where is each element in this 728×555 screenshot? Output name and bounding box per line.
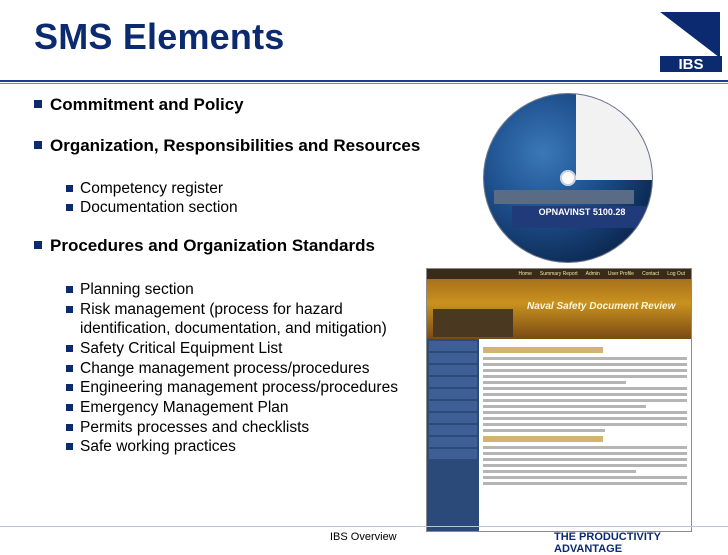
bullet-square-icon xyxy=(66,306,73,313)
opnavinst-disc-image xyxy=(484,94,652,262)
bullet-organization: Organization, Responsibilities and Resources xyxy=(34,136,420,156)
subbullet-documentation: Documentation section xyxy=(66,199,238,217)
text-line xyxy=(483,405,646,408)
text-line xyxy=(483,387,687,390)
sidebar-row xyxy=(429,413,477,423)
text-line xyxy=(483,369,687,372)
risk-management-continuation: identification, documentation, and mitigation) xyxy=(80,320,387,337)
text-line xyxy=(483,393,687,396)
subbullet-change-management: Change management process/procedures xyxy=(66,360,370,378)
footer-presentation-name: IBS Overview xyxy=(330,531,397,543)
subbullet-risk-management: Risk management (process for hazard xyxy=(66,301,343,319)
screenshot-main-content xyxy=(483,343,687,529)
sidebar-row xyxy=(429,377,477,387)
title-divider-thin xyxy=(0,83,728,84)
sidebar-row xyxy=(429,425,477,435)
logo-text: IBS xyxy=(678,56,704,73)
screenshot-sidebar xyxy=(427,339,479,531)
nav-admin: Admin xyxy=(585,271,600,277)
bullet-procedures: Procedures and Organization Standards xyxy=(34,236,375,256)
text-line xyxy=(483,452,687,455)
text-line xyxy=(483,399,687,402)
bullet-square-icon xyxy=(34,100,42,108)
sidebar-row xyxy=(429,449,477,459)
bullet-square-icon xyxy=(66,345,73,352)
title-divider xyxy=(0,80,728,82)
sidebar-row xyxy=(429,353,477,363)
nav-summary-report: Summary Report xyxy=(539,271,578,277)
subbullet-emergency-management: Emergency Management Plan xyxy=(66,399,289,417)
bullet-square-icon xyxy=(66,365,73,372)
text-line xyxy=(483,357,687,360)
text-line xyxy=(483,423,687,426)
sidebar-row xyxy=(429,437,477,447)
nav-user-profile: User Profile xyxy=(607,271,634,277)
text-line xyxy=(483,458,687,461)
sidebar-row xyxy=(429,365,477,375)
sidebar-row xyxy=(429,389,477,399)
bullet-square-icon xyxy=(34,241,42,249)
text-line xyxy=(483,470,636,473)
text-line xyxy=(483,464,687,467)
subbullet-engineering-management: Engineering management process/procedures xyxy=(66,379,398,397)
bullet-square-icon xyxy=(66,384,73,391)
text-line xyxy=(483,429,605,432)
sidebar-row xyxy=(429,341,477,351)
bullet-square-icon xyxy=(66,404,73,411)
text-line xyxy=(483,482,687,485)
subbullet-planning: Planning section xyxy=(66,281,194,299)
footer-tagline: THE PRODUCTIVITY ADVANTAGE xyxy=(554,531,661,555)
bullet-square-icon xyxy=(66,443,73,450)
disc-label: OPNAVINST 5100.28 xyxy=(512,206,652,228)
section-heading-bar xyxy=(483,436,603,442)
subbullet-safety-critical: Safety Critical Equipment List xyxy=(66,340,282,358)
slide-title: SMS Elements xyxy=(34,16,285,57)
disc-text-panel xyxy=(576,94,652,180)
bullet-square-icon xyxy=(66,204,73,211)
subbullet-permits: Permits processes and checklists xyxy=(66,419,309,437)
disc-center-hole xyxy=(560,170,576,186)
text-line xyxy=(483,417,687,420)
banner-ship-image xyxy=(433,309,513,337)
text-line xyxy=(483,375,687,378)
disc-ship-strip xyxy=(494,190,634,204)
text-line xyxy=(483,476,687,479)
bullet-commitment-policy: Commitment and Policy xyxy=(34,95,244,115)
bullet-square-icon xyxy=(66,185,73,192)
bullet-square-icon xyxy=(34,141,42,149)
nav-contact: Contact xyxy=(641,271,660,277)
banner-title: Naval Safety Document Review xyxy=(527,301,676,312)
text-line xyxy=(483,411,687,414)
subbullet-safe-working: Safe working practices xyxy=(66,438,236,456)
nav-home: Home xyxy=(518,271,532,277)
text-line xyxy=(483,381,626,384)
text-line xyxy=(483,446,687,449)
text-line xyxy=(483,363,687,366)
screenshot-banner xyxy=(427,279,691,339)
subbullet-competency: Competency register xyxy=(66,180,223,198)
bullet-square-icon xyxy=(66,424,73,431)
footer-divider xyxy=(0,526,728,527)
bullet-square-icon xyxy=(66,286,73,293)
section-heading-bar xyxy=(483,347,603,353)
safety-document-review-screenshot xyxy=(426,268,692,532)
ibs-logo xyxy=(650,6,728,74)
nav-log-out: Log Out xyxy=(667,271,685,277)
screenshot-nav-bar xyxy=(427,269,691,279)
sidebar-row xyxy=(429,401,477,411)
